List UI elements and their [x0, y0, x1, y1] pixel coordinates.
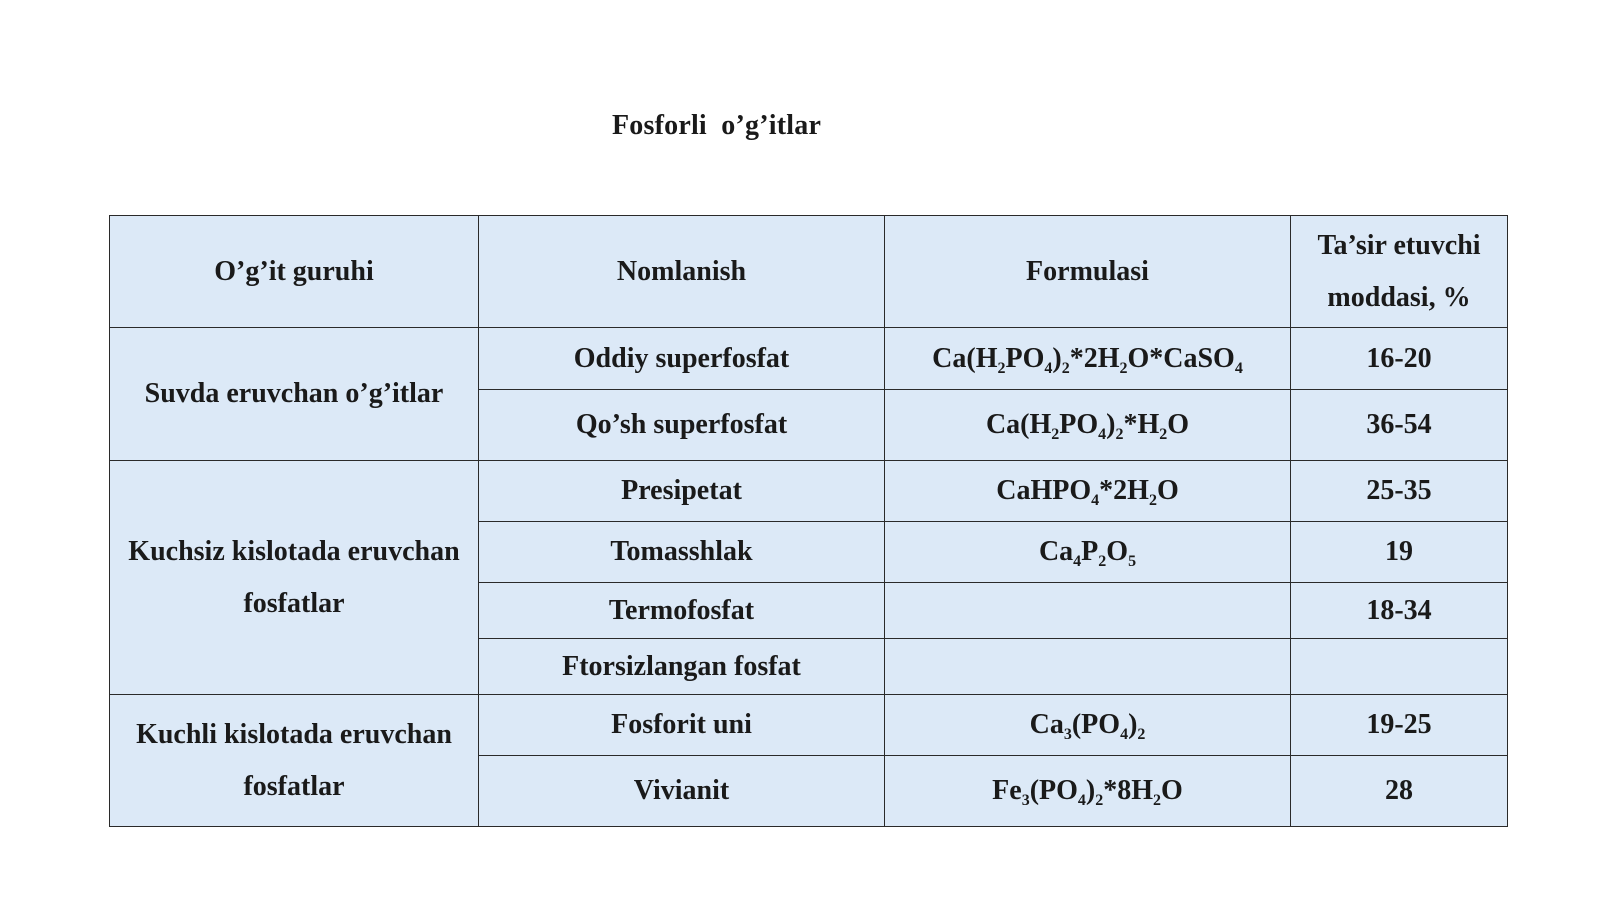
- header-formula: Formulasi: [885, 216, 1291, 328]
- row-name: Termofosfat: [479, 583, 885, 639]
- fertilizer-table: [109, 215, 1508, 827]
- group-label: Kuchsiz kislotada eruvchan fosfatlar: [110, 461, 479, 695]
- row-formula: [885, 390, 1291, 461]
- formula-text: $Ca(H_2PO_4)_2*2H_2O*CaSO_4$: [932, 342, 1243, 377]
- row-name: Oddiy superfosfat: [479, 328, 885, 390]
- row-active: 25-35: [1291, 461, 1508, 522]
- row-name: Ftorsizlangan fosfat: [479, 639, 885, 695]
- row-formula: [885, 695, 1291, 756]
- table-row: [110, 328, 1508, 390]
- header-name: Nomlanish: [479, 216, 885, 328]
- formula-text: $Fe_3(PO_4)_2*8H_2O$: [992, 775, 1183, 809]
- row-name: Presipetat: [479, 461, 885, 522]
- row-active: 19: [1291, 522, 1508, 583]
- group-label: Kuchli kislotada eruvchan fosfatlar: [110, 695, 479, 827]
- table-row: [110, 461, 1508, 522]
- header-group: O’g’it guruhi: [110, 216, 479, 328]
- row-active: 16-20: [1291, 328, 1508, 390]
- row-active: 28: [1291, 756, 1508, 827]
- header-row: [110, 216, 1508, 328]
- header-active: Ta’sir etuvchi moddasi, %: [1291, 216, 1508, 328]
- formula-text: $CaHPO_4*2H_2O$: [996, 475, 1179, 509]
- formula-text: $Ca_3(PO_4)_2$: [1029, 709, 1146, 743]
- formula-text: $Ca(H_2PO_4)_2*H_2O$: [985, 409, 1190, 443]
- row-name: Fosforit uni: [479, 695, 885, 756]
- row-formula: [885, 583, 1291, 639]
- row-active: [1291, 639, 1508, 695]
- row-name: Qo’sh superfosfat: [479, 390, 885, 461]
- row-name: Vivianit: [479, 756, 885, 827]
- row-formula: [885, 328, 1291, 390]
- row-formula: [885, 756, 1291, 827]
- row-formula: [885, 522, 1291, 583]
- formula-text: $Ca_4P_2O_5$: [1038, 536, 1137, 570]
- table-row: [110, 695, 1508, 756]
- row-active: 19-25: [1291, 695, 1508, 756]
- row-active: 18-34: [1291, 583, 1508, 639]
- row-active: 36-54: [1291, 390, 1508, 461]
- row-name: Tomasshlak: [479, 522, 885, 583]
- row-formula: [885, 461, 1291, 522]
- page-title: Fosforli o’g’itlar: [612, 110, 822, 141]
- group-label: Suvda eruvchan o’g’itlar: [110, 328, 479, 461]
- row-formula: [885, 639, 1291, 695]
